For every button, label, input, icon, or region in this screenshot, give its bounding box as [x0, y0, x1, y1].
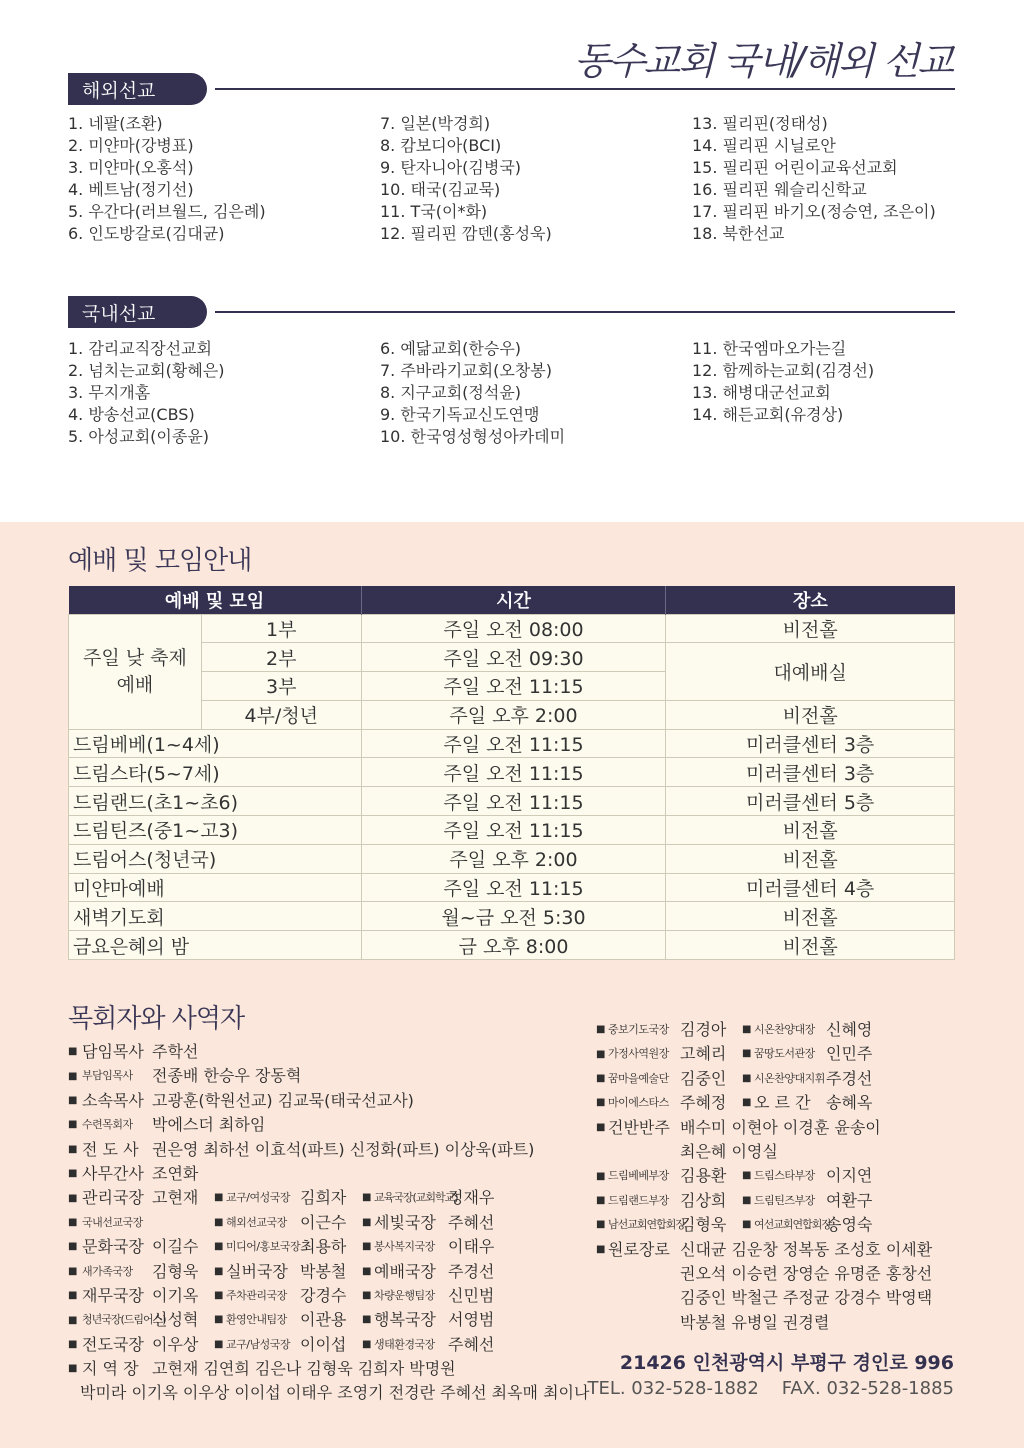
name-cell: 새벽기도회	[69, 902, 362, 931]
staff-names: 김경아	[680, 1020, 727, 1039]
staff-names: 인민주	[826, 1044, 873, 1064]
staff-names: 김중인 박철근 주정균 강경수 박영택	[680, 1288, 933, 1308]
staff-row: ■ 소속목사 고광훈(학원선교) 김교묵(태국선교사)	[68, 1089, 588, 1113]
place-cell: 미러클센터 4층	[666, 873, 955, 902]
staff-role: 해외선교국장	[226, 1215, 287, 1229]
part-cell: 1부	[201, 614, 361, 643]
time-cell: 주일 오전 08:00	[361, 614, 666, 643]
staff-right-block	[596, 1018, 956, 1335]
table-row	[69, 729, 955, 758]
domestic-divider	[215, 311, 955, 313]
overseas-divider	[215, 88, 955, 90]
staff-names: 정재우	[448, 1188, 495, 1208]
time-cell: 주일 오전 11:15	[361, 729, 666, 758]
staff-names: 고현재 김연희 김은나 김형욱 김희자 박명원	[152, 1359, 456, 1379]
staff-row: ■ 재무국장 이기옥 ■ 주차관리국장 강경수 ■ 차량운행팀장 신민범	[68, 1284, 588, 1308]
place-cell: 비전홀	[666, 816, 955, 845]
staff-names: 김희자	[300, 1188, 347, 1208]
staff-role: 드림틴즈부장	[754, 1193, 815, 1207]
header-name: 예배 및 모임	[69, 586, 362, 614]
staff-row	[596, 1140, 956, 1164]
domestic-col1	[68, 338, 224, 448]
staff-role: 드림스타부장	[754, 1169, 815, 1183]
staff-names: 신혜영	[826, 1020, 873, 1039]
staff-row: ■ 새가족국장 김형욱 ■ 실버국장 박봉철 ■ 예배국장 주경선	[68, 1260, 588, 1284]
time-cell: 주일 오전 11:15	[361, 672, 666, 701]
list-item: 9. 한국기독교신도연맹	[380, 405, 540, 424]
staff-role: 국내선교국장	[82, 1215, 143, 1229]
staff-row: ■ 문화국장 이길수 ■ 미디어/홍보국장 최용하 ■ 봉사복지국장 이태우	[68, 1235, 588, 1259]
staff-row: ■ 관리국장 고현재 ■ 교구/여성국장 김희자 ■ 교육국장(교회학교) 정재우	[68, 1186, 588, 1210]
staff-role: 시온찬양대장	[754, 1023, 815, 1036]
place-cell: 미러클센터 5층	[666, 787, 955, 816]
time-cell: 주일 오전 11:15	[361, 873, 666, 902]
staff-row	[596, 1311, 956, 1335]
staff-names: 서영범	[448, 1310, 495, 1330]
staff-names: 고현재	[152, 1188, 199, 1208]
staff-role: 중보기도국장	[608, 1023, 669, 1036]
staff-names: 김상희	[680, 1190, 727, 1210]
staff-role: 꿈땅도서관장	[754, 1047, 815, 1061]
staff-role: 교구/남성국장	[226, 1337, 290, 1351]
domestic-col2	[380, 338, 565, 448]
overseas-col2	[380, 113, 552, 245]
list-item: 2. 넘치는교회(황혜은)	[68, 361, 225, 380]
staff-role: 소속목사	[82, 1090, 144, 1110]
staff-names: 주혜정	[680, 1093, 727, 1113]
staff-role: 예배국장	[374, 1261, 436, 1281]
name-cell: 드림어스(청년국)	[69, 844, 362, 873]
staff-names: 여환구	[826, 1190, 873, 1210]
list-item: 1. 네팔(조환)	[68, 114, 163, 133]
list-item: 7. 주바라기교회(오창봉)	[380, 361, 552, 380]
staff-row: ■ 마이에스타스 주혜정 ■ 오 르 간 송혜옥	[596, 1091, 956, 1115]
part-cell: 3부	[201, 672, 361, 701]
staff-role: 부담임목사	[82, 1069, 133, 1083]
staff-role: 세빛국장	[374, 1212, 436, 1232]
name-cell: 드림베베(1~4세)	[69, 729, 362, 758]
staff-role: 행복국장	[374, 1310, 436, 1330]
table-row	[69, 902, 955, 931]
staff-names: 김용환	[680, 1166, 727, 1186]
name-cell: 금요은혜의 밤	[69, 931, 362, 960]
staff-names: 최용하	[300, 1237, 347, 1257]
staff-role: 오 르 간	[754, 1093, 811, 1113]
staff-row: ■ 전도국장 이우상 ■ 교구/남성국장 이이섭 ■ 생태환경국장 주혜선	[68, 1333, 588, 1357]
domestic-heading	[68, 296, 207, 328]
place-cell: 비전홀	[666, 902, 955, 931]
staff-row: ■ 가정사역원장 고혜리 ■ 꿈땅도서관장 인민주	[596, 1042, 956, 1066]
staff-role: 여선교회연합회장	[754, 1218, 832, 1232]
list-item: 13. 필리핀(정태성)	[692, 114, 828, 133]
staff-role: 새가족국장	[82, 1264, 133, 1278]
place-cell: 비전홀	[666, 844, 955, 873]
staff-row: ■ 중보기도국장 김경아 ■ 시온찬양대장 신혜영	[596, 1018, 956, 1042]
staff-row: ■ 국내선교국장 ■ 해외선교국장 이근수 ■ 세빛국장 주혜선	[68, 1211, 588, 1235]
staff-names: 이길수	[152, 1237, 199, 1257]
list-item: 12. 필리핀 깜덴(홍성욱)	[380, 224, 552, 243]
staff-role: 청년국장(드림어스)	[82, 1313, 166, 1327]
staff-names: 김형욱	[680, 1215, 727, 1235]
staff-role: 생태환경국장	[374, 1337, 435, 1351]
staff-role: 미디어/홍보국장	[226, 1240, 301, 1254]
name-cell: 드림스타(5~7세)	[69, 758, 362, 787]
list-item: 14. 해든교회(유경상)	[692, 405, 844, 424]
page-title: 동수교회 국내/해외 선교	[573, 39, 952, 83]
staff-role: 수련목회자	[82, 1118, 133, 1132]
staff-names: 주경선	[448, 1261, 495, 1281]
staff-names: 김중인	[680, 1068, 727, 1088]
staff-names: 박미라 이기옥 이우상 이이섭 이태우 조영기 전경란 주혜선 최옥매 최이나	[80, 1383, 590, 1403]
staff-role: 남선교회연합회장	[608, 1218, 686, 1232]
name-cell: 드림랜드(초1~초6)	[69, 787, 362, 816]
list-item: 11. T국(이*화)	[380, 202, 488, 221]
staff-row: ■ 지 역 장 고현재 김연희 김은나 김형욱 김희자 박명원	[68, 1357, 588, 1381]
table-row	[69, 844, 955, 873]
table-row	[69, 873, 955, 902]
list-item: 16. 필리핀 웨슬리신학교	[692, 180, 867, 199]
address: 21426 인천광역시 부평구 경인로 996	[619, 1352, 954, 1374]
staff-row	[596, 1262, 956, 1286]
header-place: 장소	[666, 586, 955, 614]
staff-names: 이기옥	[152, 1285, 199, 1305]
staff-role: 실버국장	[226, 1261, 288, 1281]
staff-names: 신성혁	[152, 1310, 199, 1330]
list-item: 4. 방송선교(CBS)	[68, 405, 195, 424]
list-item: 5. 우간다(러브월드, 김은례)	[68, 202, 266, 221]
staff-row: ■ 드림베베부장 김용환 ■ 드림스타부장 이지연	[596, 1164, 956, 1188]
staff-row: ■ 드림랜드부장 김상희 ■ 드림틴즈부장 여환구	[596, 1189, 956, 1213]
part-cell: 4부/청년	[201, 700, 361, 729]
overseas-heading-label: 해외선교	[68, 73, 207, 105]
name-cell: 드림틴즈(중1~고3)	[69, 816, 362, 845]
list-item: 2. 미얀마(강병표)	[68, 136, 194, 155]
list-item: 14. 필리핀 시닐로안	[692, 136, 836, 155]
list-item: 10. 한국영성형성아카데미	[380, 427, 566, 446]
staff-names: 고광훈(학원선교) 김교묵(태국선교사)	[152, 1090, 414, 1110]
list-item: 10. 태국(김교묵)	[380, 180, 501, 199]
staff-row: ■ 수련목회자 박에스더 최하임	[68, 1113, 588, 1137]
table-row	[69, 758, 955, 787]
staff-row: ■ 전 도 사 권은영 최하선 이효석(파트) 신정화(파트) 이상욱(파트)	[68, 1138, 588, 1162]
staff-names: 이이섭	[300, 1334, 347, 1354]
staff-names: 김형욱	[152, 1261, 199, 1281]
staff-row: ■ 담임목사 주학선	[68, 1040, 588, 1064]
staff-role: 원로장로	[608, 1239, 670, 1259]
time-cell: 주일 오전 09:30	[361, 643, 666, 672]
staff-names: 전종배 한승우 장동혁	[152, 1066, 302, 1086]
table-row	[69, 614, 955, 643]
table-row	[69, 931, 955, 960]
list-item: 3. 무지개홈	[68, 383, 151, 402]
staff-role: 차량운행팀장	[374, 1288, 435, 1302]
list-item: 6. 인도방갈로(김대균)	[68, 224, 225, 243]
place-cell: 미러클센터 3층	[666, 758, 955, 787]
staff-role: 전 도 사	[82, 1139, 139, 1159]
domestic-heading-label: 국내선교	[68, 296, 207, 328]
list-item: 9. 탄자니아(김병국)	[380, 158, 522, 177]
staff-row	[68, 1381, 588, 1405]
domestic-col3	[692, 338, 874, 426]
time-cell: 주일 오전 11:15	[361, 816, 666, 845]
header-time: 시간	[361, 586, 666, 614]
part-cell: 2부	[201, 643, 361, 672]
staff-role: 지 역 장	[82, 1359, 139, 1379]
place-cell: 대예배실	[666, 643, 955, 701]
schedule-table	[68, 586, 955, 960]
table-row	[69, 787, 955, 816]
table-row	[69, 700, 955, 729]
staff-names: 이우상	[152, 1334, 199, 1354]
time-cell: 주일 오전 11:15	[361, 787, 666, 816]
staff-role: 환영안내팀장	[226, 1313, 287, 1327]
list-item: 13. 해병대군선교회	[692, 383, 831, 402]
staff-names: 박봉철 유병일 권경렬	[680, 1312, 830, 1332]
staff-role: 마이에스타스	[608, 1096, 669, 1110]
staff-row: ■ 부담임목사 전종배 한승우 장동혁	[68, 1064, 588, 1088]
staff-role: 관리국장	[82, 1188, 144, 1208]
staff-names: 최은혜 이영실	[680, 1141, 778, 1161]
contact-info: TEL. 032-528-1882 FAX. 032-528-1885	[587, 1378, 954, 1399]
staff-row: ■ 사무간사 조연화	[68, 1162, 588, 1186]
staff-row: ■ 꿈마을예술단 김중인 ■ 시온찬양대지휘 주경선	[596, 1067, 956, 1091]
staff-names: 권은영 최하선 이효석(파트) 신정화(파트) 이상욱(파트)	[152, 1139, 535, 1159]
staff-names: 신민범	[448, 1285, 495, 1305]
staff-names: 박봉철	[300, 1261, 347, 1281]
place-cell: 비전홀	[666, 700, 955, 729]
staff-names: 이지연	[826, 1166, 873, 1186]
staff-row: ■ 원로장로 신대균 김운창 정복동 조성호 이세환	[596, 1238, 956, 1262]
list-item: 8. 캄보디아(BCI)	[380, 136, 502, 155]
staff-names: 주경선	[826, 1068, 873, 1088]
staff-names: 강경수	[300, 1285, 347, 1305]
staff-names: 이관용	[300, 1310, 347, 1330]
staff-role: 전도국장	[82, 1334, 144, 1354]
staff-row	[596, 1286, 956, 1310]
staff-names: 이태우	[448, 1237, 495, 1257]
sunday-group-cell: 주일 낮 축제 예배	[69, 614, 202, 729]
overseas-col1	[68, 113, 266, 245]
staff-names: 신대균 김운창 정복동 조성호 이세환	[680, 1239, 933, 1259]
staff-row: ■ 남선교회연합회장 김형욱 ■ 여선교회연합회장 송영숙	[596, 1213, 956, 1237]
overseas-heading	[68, 73, 207, 105]
staff-row: ■ 건반반주 배수미 이현아 이경훈 윤송이	[596, 1116, 956, 1140]
schedule-heading: 예배 및 모임안내	[68, 546, 252, 576]
staff-left-block	[68, 1040, 588, 1406]
staff-heading: 목회자와 사역자	[68, 1004, 245, 1034]
overseas-col3	[692, 113, 936, 245]
place-cell: 비전홀	[666, 931, 955, 960]
list-item: 4. 베트남(정기선)	[68, 180, 194, 199]
staff-role: 교구/여성국장	[226, 1191, 290, 1205]
time-cell: 주일 오후 2:00	[361, 844, 666, 873]
staff-role: 봉사복지국장	[374, 1240, 435, 1254]
list-item: 5. 아성교회(이종윤)	[68, 427, 210, 446]
name-cell: 미얀마예배	[69, 873, 362, 902]
staff-row: ■ 청년국장(드림어스) 신성혁 ■ 환영안내팀장 이관용 ■ 행복국장 서영범	[68, 1308, 588, 1332]
table-row	[69, 643, 955, 672]
list-item: 18. 북한선교	[692, 224, 785, 243]
staff-names: 박에스더 최하임	[152, 1115, 266, 1135]
staff-role: 사무간사	[82, 1163, 144, 1183]
time-cell: 월~금 오전 5:30	[361, 902, 666, 931]
place-cell: 미러클센터 3층	[666, 729, 955, 758]
staff-names: 주학선	[152, 1042, 199, 1061]
staff-role: 재무국장	[82, 1285, 144, 1305]
staff-names: 주혜선	[448, 1212, 495, 1232]
staff-names: 주혜선	[448, 1334, 495, 1354]
list-item: 11. 한국엠마오가는길	[692, 339, 847, 358]
list-item: 15. 필리핀 어린이교육선교회	[692, 158, 898, 177]
staff-role: 드림베베부장	[608, 1169, 669, 1183]
staff-role: 시온찬양대지휘	[754, 1071, 825, 1085]
list-item: 17. 필리핀 바기오(정승연, 조은이)	[692, 202, 936, 221]
list-item: 1. 감리교직장선교회	[68, 339, 212, 358]
staff-role: 문화국장	[82, 1237, 144, 1257]
staff-names: 송영숙	[826, 1215, 873, 1235]
staff-names: 권오석 이승련 장영순 유명준 홍창선	[680, 1263, 933, 1283]
staff-role: 건반반주	[608, 1117, 670, 1137]
time-cell: 금 오후 8:00	[361, 931, 666, 960]
time-cell: 주일 오전 11:15	[361, 758, 666, 787]
list-item: 3. 미얀마(오홍석)	[68, 158, 194, 177]
list-item: 7. 일본(박경희)	[380, 114, 491, 133]
staff-role: 교육국장(교회학교)	[374, 1191, 458, 1205]
list-item: 8. 지구교회(정석윤)	[380, 383, 522, 402]
time-cell: 주일 오후 2:00	[361, 700, 666, 729]
staff-role: 꿈마을예술단	[608, 1071, 669, 1085]
staff-role: 가정사역원장	[608, 1047, 669, 1061]
staff-names: 송혜옥	[826, 1093, 873, 1113]
staff-names: 조연화	[152, 1163, 199, 1183]
list-item: 6. 예닮교회(한승우)	[380, 339, 522, 358]
staff-role: 담임목사	[82, 1042, 144, 1061]
staff-names: 고혜리	[680, 1044, 727, 1064]
staff-names: 배수미 이현아 이경훈 윤송이	[680, 1117, 881, 1137]
list-item: 12. 함께하는교회(김경선)	[692, 361, 875, 380]
table-header	[69, 586, 955, 614]
place-cell: 비전홀	[666, 614, 955, 643]
staff-role: 주차관리국장	[226, 1288, 287, 1302]
staff-names: 이근수	[300, 1212, 347, 1232]
table-row	[69, 816, 955, 845]
staff-role: 드림랜드부장	[608, 1193, 669, 1207]
